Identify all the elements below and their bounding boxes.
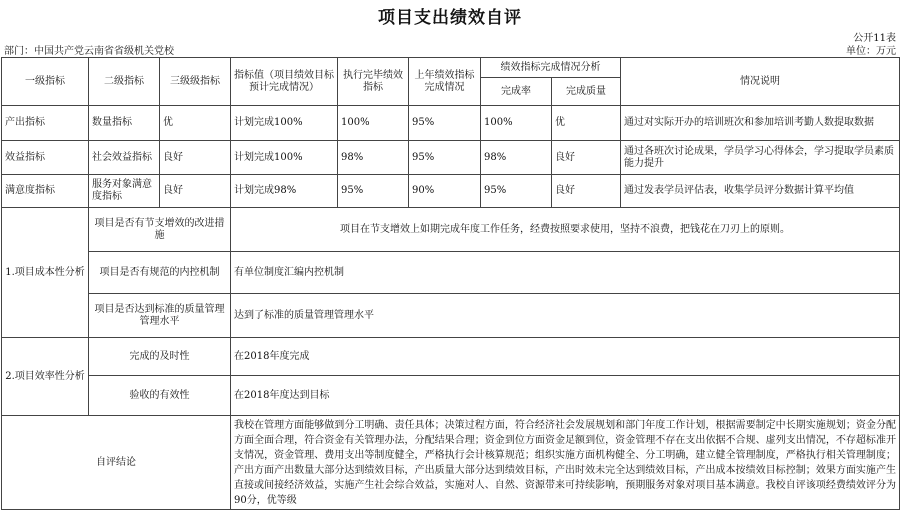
row-l1: 效益指标 [2,141,89,175]
row-note: 通过对实际开办的培训班次和参加培训考勤人数提取数据 [621,106,900,141]
row-note: 通过发表学员评估表，收集学员评分数据计算平均值 [621,175,900,208]
performance-table [1,57,900,510]
header-executed: 执行完毕绩效指标 [338,58,409,106]
cost-answer: 有单位制度汇编内控机制 [231,252,900,294]
efficiency-answer: 在2018年度达到目标 [231,376,900,416]
header-level3: 三级级指标 [160,58,231,106]
efficiency-question: 完成的及时性 [89,338,231,376]
table-row [2,175,900,208]
efficiency-analysis-label: 2.项目效率性分析 [2,338,89,416]
row-note: 通过各班次讨论成果，学员学习心得体会，学习提取学员素质能力提升 [621,141,900,175]
row-l1: 产出指标 [2,106,89,141]
row-last: 95% [409,141,481,175]
row-exec: 95% [338,175,409,208]
row-last: 95% [409,106,481,141]
row-rate: 95% [481,175,552,208]
public-tag: 公开11表 [853,33,896,44]
row-l3: 优 [160,106,231,141]
cost-question: 项目是否达到标准的质量管理管理水平 [89,294,231,338]
header-last-year: 上年绩效指标完成情况 [409,58,481,106]
row-quality: 良好 [552,141,621,175]
header-quality: 完成质量 [552,78,621,106]
row-exec: 100% [338,106,409,141]
row-target: 计划完成100% [231,141,338,175]
row-rate: 98% [481,141,552,175]
row-l3: 良好 [160,141,231,175]
row-quality: 良好 [552,175,621,208]
unit-label: 单位：万元 [846,46,896,57]
header-rate: 完成率 [481,78,552,106]
row-l1: 满意度指标 [2,175,89,208]
row-l2: 服务对象满意度指标 [89,175,160,208]
row-quality: 优 [552,106,621,141]
efficiency-answer: 在2018年度完成 [231,338,900,376]
row-l3: 良好 [160,175,231,208]
row-exec: 98% [338,141,409,175]
header-level1: 一级指标 [2,58,89,106]
efficiency-question: 验收的有效性 [89,376,231,416]
cost-question: 项目是否有节支增效的改进措施 [89,208,231,252]
table-row [2,106,900,141]
cost-answer: 达到了标准的质量管理管理水平 [231,294,900,338]
conclusion-label: 自评结论 [2,416,231,510]
row-l2: 社会效益指标 [89,141,160,175]
cost-analysis-label: 1.项目成本性分析 [2,208,89,338]
header-level2: 二级指标 [89,58,160,106]
header-target: 指标值（项目绩效目标预计完成情况） [231,58,338,106]
cost-question: 项目是否有规范的内控机制 [89,252,231,294]
header-analysis: 绩效指标完成情况分析 [481,58,621,78]
table-row [2,141,900,175]
row-l2: 数量指标 [89,106,160,141]
header-note: 情况说明 [621,58,900,106]
cost-answer: 项目在节支增效上如期完成年度工作任务，经费按照要求使用，坚持不浪费，把钱花在刀刃上的原则。 [231,208,900,252]
department-label: 部门：中国共产党云南省省级机关党校 [4,46,174,57]
row-last: 90% [409,175,481,208]
row-target: 计划完成100% [231,106,338,141]
row-target: 计划完成98% [231,175,338,208]
page-title: 项目支出绩效自评 [378,8,522,28]
row-rate: 100% [481,106,552,141]
conclusion-text: 我校在管理方面能够做到分工明确、责任具体；决策过程方面，符合经济社会发展规划和部门年度工作计划，根据需要制定中长期实施规划；资金分配方面全面合理，符合资金有关管理办法，分配结果合理；资金到位方面资金足额到位，资金管理不存在支出依据不合规、虚列支出情况，不存超标准开支情况，资金管理、费用支出等制度健全，严格执行会计核算规范；组织实施方面机构健全、分工明确，建立健全管理制度，严格执行相关管理制度；产出方面产出数量大部分达到绩效目标，产出质量大部分达到绩效目标，产出时效未完全达到绩效目标，产出成本按绩效目标控制；效果方面实施产生直接或间接经济效益，实施产生社会综合效益，实施对人、自然、资源带来可持续影响，预期服务对象对项目基本满意。我校自评该项经费绩效评分为90分，优等级 [231,416,900,510]
